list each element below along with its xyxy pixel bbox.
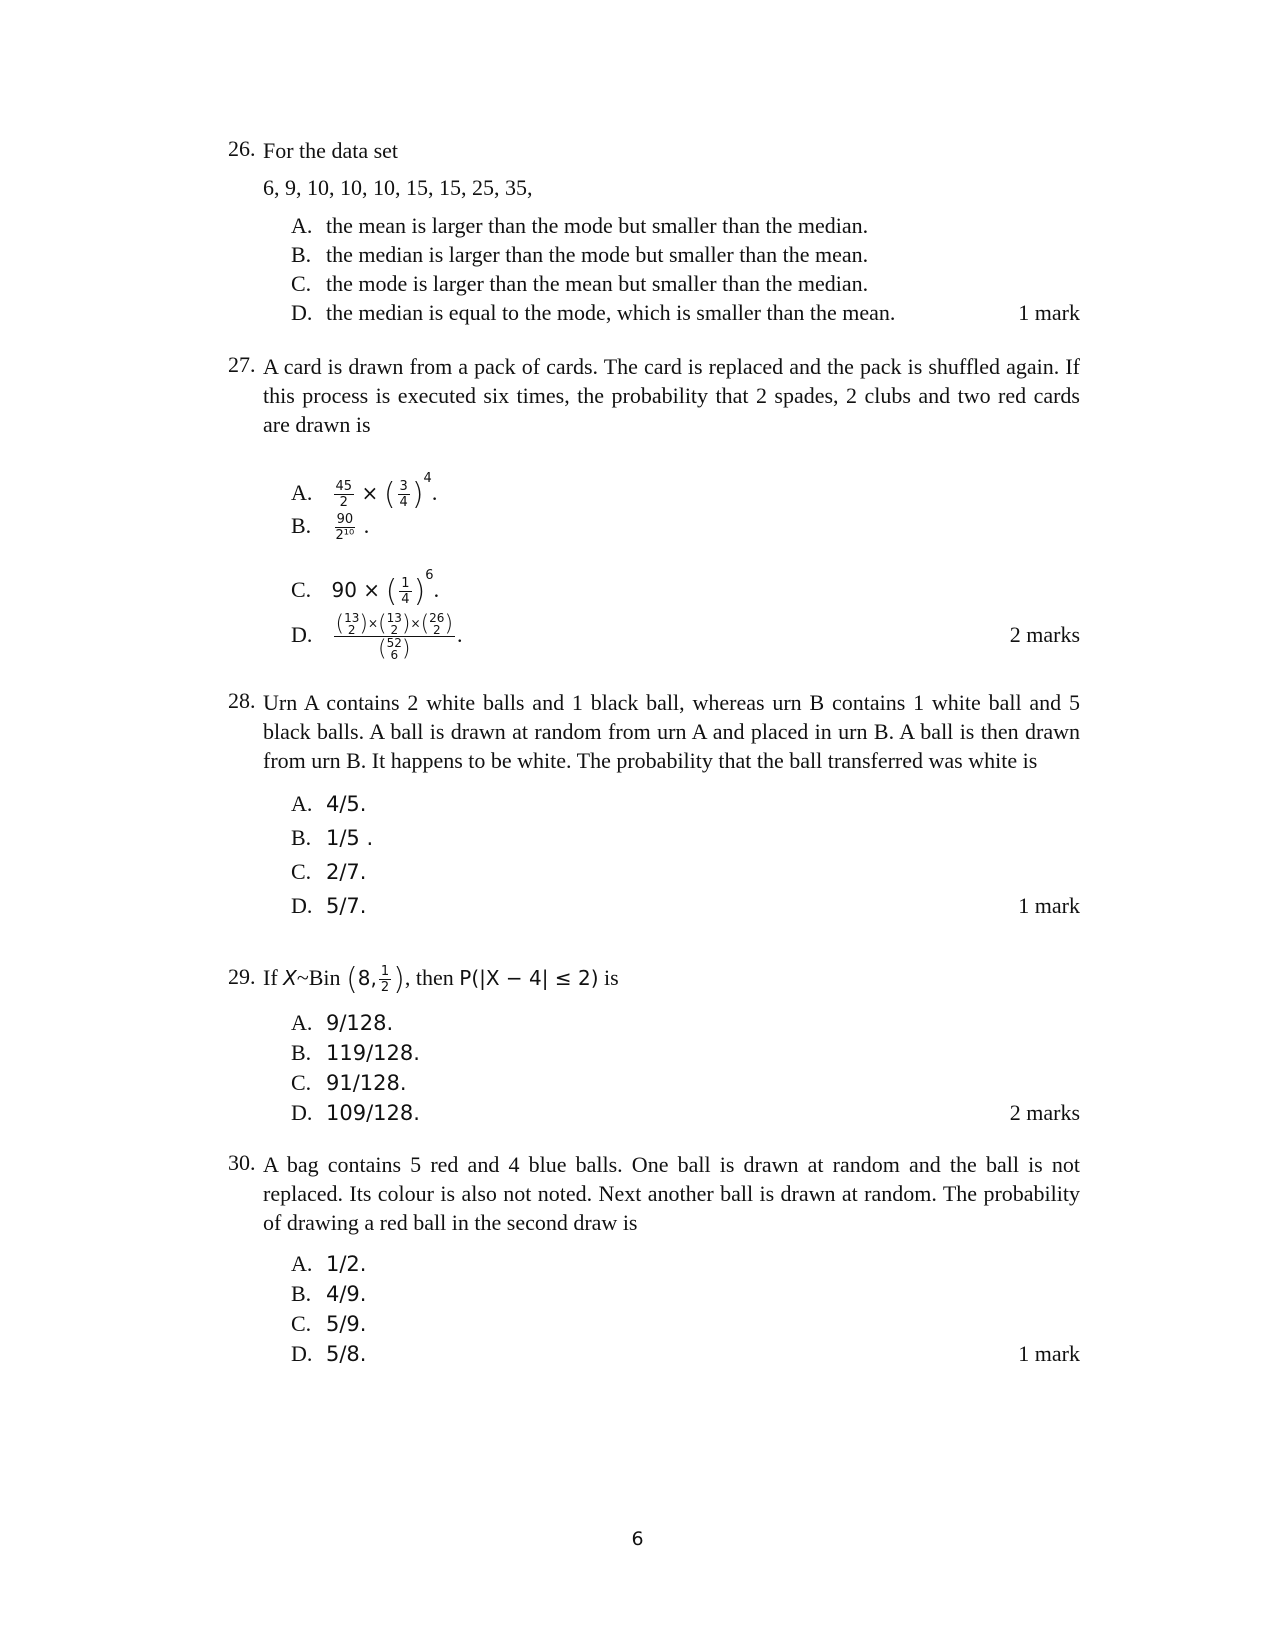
period: . [431,480,438,505]
binom-bottom: 2 [347,623,356,638]
option-d[interactable] [291,1098,1080,1128]
option-text: the median is larger than the mode but smaller than the mean. [326,242,869,267]
question-stem: For the data set [263,138,399,163]
option-c[interactable] [291,269,1080,298]
option-text: the mode is larger than the mean but smaller than the median. [326,271,869,296]
marks: 1 mark [1018,300,1080,325]
left-paren: ( [385,573,398,609]
option-c[interactable] [291,1309,1080,1339]
left-paren: ( [383,476,396,512]
option-a[interactable] [291,787,1080,821]
option-text: 1/2. [326,1252,367,1276]
binom-top: 13 [344,611,360,626]
option-c[interactable] [291,1068,1080,1098]
question-28 [228,688,1080,923]
option-d[interactable] [291,889,1080,923]
option-b[interactable] [291,1279,1080,1309]
question-stem [263,960,1080,998]
binomial [387,612,402,636]
option-text: 1/5 . [326,826,374,850]
option-label: D. [291,300,313,325]
question-number: 26. [228,136,256,161]
question-number: 30. [228,1150,256,1175]
variable: X [283,966,297,990]
option-text: 119/128. [326,1040,420,1065]
options [291,1008,1080,1128]
marks: 1 mark [1018,1341,1080,1366]
stem-text: If [263,965,278,990]
right-paren: ) [411,476,424,512]
option-b[interactable] [291,240,1080,269]
denominator: 2¹⁰ [335,528,355,544]
question-26 [228,136,1080,327]
binom-bottom: 2 [390,623,399,638]
binom-top: 26 [429,611,445,626]
option-label: B. [291,242,312,267]
marks: 1 mark [1018,893,1080,918]
period: . [457,622,463,647]
option-label: C. [291,859,312,884]
question-stem: Urn A contains 2 white balls and 1 black ball, whereas urn B contains 1 white ball and 5 black balls. A ball is drawn at random from urn A and placed in urn B. A ball is then drawn from urn B. It happens to be white. The probability that the ball transferred was white is [263,690,1080,773]
right-paren: ) [359,611,368,637]
distribution: ~Bin [296,965,341,990]
question-stem: A bag contains 5 red and 4 blue balls. One ball is drawn at random and the ball is not replaced. Its colour is also not noted. Next another ball is drawn at random. The probability of drawing a red ball in the second draw is [263,1152,1080,1235]
times-sign: × [410,616,421,631]
page-number: 6 [631,1528,644,1550]
denominator: 2 [339,495,348,511]
numerator: 1 [401,576,410,592]
option-label: A. [291,213,313,238]
denominator [376,637,412,661]
binom-top: 52 [386,636,402,651]
option-label: B. [291,1281,312,1306]
option-b[interactable] [291,821,1080,855]
option-label: C. [291,1311,312,1336]
option-text: 91/128. [326,1070,407,1095]
option-text: 4/5. [326,792,367,816]
option-d[interactable] [291,1339,1080,1369]
fraction [334,512,357,543]
option-label: D. [291,622,313,647]
binomial [344,612,359,636]
question-number: 27. [228,352,256,377]
left-paren: ( [335,611,345,637]
option-text: 9/128. [326,1010,394,1035]
option-label: D. [291,1341,313,1366]
question-27 [228,352,1080,667]
times-sign: × [361,481,379,505]
denominator: 4 [399,495,408,511]
question-stem: A card is drawn from a pack of cards. The card is replaced and the pack is shuffled again. If this process is executed six times, the probability that 2 spades, 2 clubs and two red cards are drawn is [263,354,1080,437]
option-label: A. [291,791,313,816]
data-set: 6, 9, 10, 10, 10, 15, 15, 25, 35, [263,175,533,200]
option-label: A. [291,480,313,505]
option-label: C. [291,577,312,602]
option-label: C. [291,1069,312,1095]
option-c[interactable] [291,549,1080,609]
option-a[interactable] [291,1249,1080,1279]
option-d[interactable] [291,603,1080,667]
left-paren: ( [378,611,387,637]
exponent: 6 [425,568,434,583]
denominator: 4 [401,592,410,608]
binom-bottom: 2 [432,623,441,638]
options [291,211,1080,327]
period: . [433,577,440,602]
question-number: 29. [228,964,256,989]
options [291,455,1080,667]
marks: 2 marks [1009,622,1080,647]
numerator: 3 [399,479,408,495]
left-paren: ( [346,961,358,997]
left-paren: ( [378,636,387,662]
numerator: 1 [380,964,390,980]
option-label: C. [291,271,312,296]
question-29 [228,960,1080,1128]
option-label: D. [291,893,313,918]
right-paren: ) [393,961,405,997]
option-label: B. [291,513,312,538]
binomial-fraction [334,612,456,661]
options [291,787,1080,923]
option-label: D. [291,1099,313,1125]
coefficient: 90 × [331,578,381,602]
option-label: A. [291,1009,313,1035]
trials: 8, [357,966,377,990]
times-sign: × [367,616,379,631]
option-text: 5/9. [326,1312,367,1336]
option-d[interactable] [291,298,1080,327]
right-paren: ) [401,636,411,662]
right-paren: ) [413,573,426,609]
question-30 [228,1150,1080,1369]
option-b[interactable] [291,503,1080,549]
option-a[interactable] [291,455,1080,512]
option-b[interactable] [291,1038,1080,1068]
numerator: 90 [336,512,354,528]
option-label: B. [291,825,312,850]
option-text: 109/128. [326,1100,420,1125]
option-c[interactable] [291,855,1080,889]
option-label: B. [291,1039,312,1065]
option-a[interactable] [291,211,1080,240]
stem-text: , then [404,965,454,990]
option-text: 2/7. [326,860,367,884]
probability-expression: P(|X − 4| ≤ 2) [459,966,599,990]
option-text: the median is equal to the mode, which is smaller than the mean. [326,300,896,325]
marks: 2 marks [1009,1099,1080,1125]
stem-text: is [604,965,619,990]
period: . [363,513,370,538]
binomial [429,612,444,636]
right-paren: ) [444,611,454,637]
binom-top: 13 [386,611,402,626]
option-a[interactable] [291,1008,1080,1038]
binom-bottom: 6 [390,648,399,663]
option-text: 5/7. [326,894,367,918]
question-number: 28. [228,688,256,713]
left-paren: ( [420,611,430,637]
denominator: 2 [380,980,390,996]
binomial [387,637,402,661]
options [291,1249,1080,1369]
option-label: A. [291,1251,313,1276]
option-text: 4/9. [326,1282,367,1306]
numerator: 45 [335,479,353,495]
option-text: 5/8. [326,1342,367,1366]
numerator [334,612,456,637]
right-paren: ) [401,611,411,637]
exponent: 4 [423,471,432,486]
fraction [379,964,391,995]
option-text: the mean is larger than the mode but smaller than the median. [326,213,869,238]
